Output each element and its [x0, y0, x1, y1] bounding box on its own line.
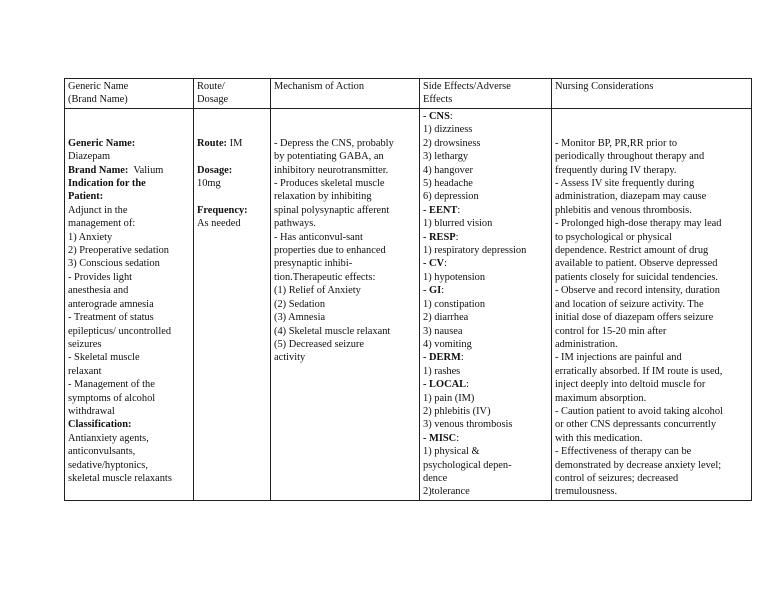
label-text: - Assess IV site frequently during	[555, 178, 695, 190]
label-text: presynaptic inhibi-	[274, 258, 353, 270]
text-line	[555, 217, 748, 230]
text-line	[555, 432, 748, 445]
text-line	[423, 365, 548, 378]
label-bold: Classification:	[68, 419, 132, 431]
label-text: Diazepam	[68, 151, 111, 163]
text-line	[423, 445, 548, 458]
label-text: :	[457, 204, 461, 216]
text-line	[555, 257, 748, 270]
header-line: Dosage	[197, 94, 229, 106]
label-text: sedative/hyptonics,	[68, 459, 148, 471]
text-line	[555, 338, 748, 351]
label-bold: - LOCAL	[423, 379, 467, 391]
text-line	[68, 150, 190, 163]
text-line	[555, 351, 748, 364]
text-line	[197, 164, 267, 177]
text-line	[555, 418, 748, 431]
text-line	[197, 217, 267, 230]
text-line	[68, 137, 190, 150]
text-line	[68, 284, 190, 297]
text-line	[274, 137, 416, 150]
text-line	[423, 217, 548, 230]
text-line	[423, 298, 548, 311]
text-line	[423, 418, 548, 431]
label-text: 10mg	[197, 178, 221, 190]
text-line	[68, 405, 190, 418]
label-text: management of:	[68, 218, 136, 230]
text-line	[68, 445, 190, 458]
text-line	[274, 150, 416, 163]
text-line	[68, 338, 190, 351]
label-text: spinal polysynaptic afferent	[274, 204, 390, 216]
label-text: :	[441, 285, 445, 297]
label-text: 1) constipation	[423, 298, 486, 310]
label-text: - Depress the CNS, probably	[274, 137, 394, 149]
label-text: control of seizures; decreased	[555, 472, 679, 484]
label-text: withdrawal	[68, 405, 115, 417]
text-line	[197, 177, 267, 190]
label-text: maximum absorption.	[555, 392, 647, 404]
label-text: - Management of the	[68, 379, 155, 391]
text-line	[68, 231, 190, 244]
label-text: :	[444, 258, 447, 270]
label-bold: Indication for the	[68, 178, 146, 190]
label-text: demonstrated by decrease anxiety level;	[555, 459, 722, 471]
label-bold: Route:	[197, 137, 228, 149]
text-line	[423, 123, 548, 136]
label-text: (2) Sedation	[274, 298, 326, 310]
label-text: dence	[423, 472, 448, 484]
label-bold: Dosage:	[197, 164, 233, 176]
label-text: relaxation by inhibiting	[274, 191, 372, 203]
label-text: Adjunct in the	[68, 204, 128, 216]
label-text: 3) Conscious sedation	[68, 258, 160, 270]
text-line	[555, 110, 748, 123]
text-line	[68, 271, 190, 284]
text-line	[555, 392, 748, 405]
text-line	[274, 244, 416, 257]
label-text: 2) drowsiness	[423, 137, 481, 149]
label-text: 1) pain (IM)	[423, 392, 475, 404]
header-generic-name	[65, 79, 194, 109]
label-bold: Patient:	[68, 191, 104, 203]
label-text: available to patient. Observe depressed	[555, 258, 718, 270]
label-text: activity	[274, 352, 306, 364]
label-bold: - MISC	[423, 432, 457, 444]
label-text: - Produces skeletal muscle	[274, 178, 385, 190]
text-line	[274, 298, 416, 311]
text-line	[423, 204, 548, 217]
text-line	[197, 190, 267, 203]
text-line	[423, 459, 548, 472]
header-line: Mechanism of Action	[274, 81, 365, 92]
label-text: anticonvulsants,	[68, 446, 136, 458]
label-text: As needed	[197, 218, 241, 230]
text-line	[274, 217, 416, 230]
label-bold: - CNS	[423, 111, 450, 122]
text-line	[555, 204, 748, 217]
label-text: to psychological or physical	[555, 231, 672, 243]
label-text: :	[466, 379, 469, 391]
label-text: 1) hypotension	[423, 271, 486, 283]
label-text: - Monitor BP, PR,RR prior to	[555, 137, 678, 149]
text-line	[68, 432, 190, 445]
text-line	[68, 311, 190, 324]
text-line	[555, 472, 748, 485]
text-line	[555, 177, 748, 190]
text-line	[555, 459, 748, 472]
text-line	[423, 137, 548, 150]
text-line	[68, 244, 190, 257]
header-route-dosage	[194, 79, 271, 109]
text-line	[68, 123, 190, 136]
label-bold: - RESP	[423, 231, 456, 243]
text-line	[423, 231, 548, 244]
label-text: dependence. Restrict amount of drug	[555, 245, 709, 257]
label-text: (3) Amnesia	[274, 312, 326, 324]
text-line	[423, 351, 548, 364]
text-line	[274, 123, 416, 136]
text-line	[555, 405, 748, 418]
text-line	[197, 150, 267, 163]
label-text: 4) hangover	[423, 164, 473, 176]
text-line	[68, 298, 190, 311]
label-text: 1) physical &	[423, 446, 480, 458]
text-line	[555, 150, 748, 163]
header-side-effects	[420, 79, 552, 109]
label-text: initial dose of diazepam offers seizure	[555, 312, 714, 324]
header-line: Route/	[197, 81, 225, 92]
text-line	[423, 378, 548, 391]
text-line	[197, 204, 267, 217]
text-line	[423, 485, 548, 498]
label-bold: - DERM	[423, 352, 461, 364]
text-line	[197, 123, 267, 136]
label-text: administration, diazepam may cause	[555, 191, 707, 203]
text-line	[555, 298, 748, 311]
text-line	[555, 284, 748, 297]
label-text: (5) Decreased seizure	[274, 338, 364, 350]
text-line	[555, 164, 748, 177]
text-line	[274, 271, 416, 284]
text-line	[274, 338, 416, 351]
label-text: erratically absorbed. If IM route is used,	[555, 365, 723, 377]
label-text: control for 15-20 min after	[555, 325, 667, 337]
label-text: - Treatment of status	[68, 312, 154, 324]
text-line	[423, 472, 548, 485]
label-text: Valium	[128, 164, 164, 176]
text-line	[423, 244, 548, 257]
cell-mechanism	[271, 109, 420, 501]
text-line	[197, 137, 267, 150]
text-line	[555, 137, 748, 150]
label-text: 2)tolerance	[423, 486, 470, 498]
text-line	[423, 284, 548, 297]
label-text: 2) diarrhea	[423, 312, 469, 324]
text-line	[555, 485, 748, 498]
label-text: inject deeply into deltoid muscle for	[555, 379, 706, 391]
label-bold: - CV	[423, 258, 445, 270]
label-text: 1) respiratory depression	[423, 245, 527, 257]
text-line	[555, 123, 748, 136]
label-text: by potentiating GABA, an	[274, 151, 384, 163]
text-line	[423, 257, 548, 270]
text-line	[274, 325, 416, 338]
header-line: (Brand Name)	[68, 94, 128, 106]
text-line	[423, 405, 548, 418]
label-text: anterograde amnesia	[68, 298, 154, 310]
text-line	[274, 110, 416, 123]
label-text: - Skeletal muscle	[68, 352, 140, 364]
label-text: 1) dizziness	[423, 124, 473, 136]
label-text: patients closely for suicidal tendencies.	[555, 271, 719, 283]
label-text: - Effectiveness of therapy can be	[555, 446, 692, 458]
label-text: - Observe and record intensity, duration	[555, 285, 720, 297]
text-line	[68, 204, 190, 217]
header-line: Nursing Considerations	[555, 81, 654, 92]
label-bold: Brand Name:	[68, 164, 129, 176]
label-text: seizures	[68, 338, 102, 350]
text-line	[68, 110, 190, 123]
label-text: or other CNS depressants concurrently	[555, 419, 717, 431]
label-text: periodically throughout therapy and	[555, 151, 705, 163]
label-text: 3) venous thrombosis	[423, 419, 513, 431]
label-text: pathways.	[274, 218, 316, 230]
text-line	[68, 418, 190, 431]
drug-study-table	[64, 78, 752, 501]
header-nursing	[552, 79, 752, 109]
text-line	[274, 164, 416, 177]
header-line: Generic Name	[68, 81, 129, 92]
label-text: :	[449, 111, 453, 122]
label-text: tremulousness.	[555, 486, 618, 498]
header-line: Side Effects/Adverse	[423, 81, 511, 92]
text-line	[423, 325, 548, 338]
label-bold: - GI	[423, 285, 442, 297]
label-text: 2) phlebitis (IV)	[423, 405, 491, 417]
text-line	[68, 365, 190, 378]
text-line	[274, 351, 416, 364]
cell-side-effects	[420, 109, 552, 501]
text-line	[555, 231, 748, 244]
label-text: psychological depen-	[423, 459, 512, 471]
text-line	[274, 177, 416, 190]
text-line	[423, 190, 548, 203]
label-text: relaxant	[68, 365, 102, 377]
text-line	[555, 190, 748, 203]
header-mechanism	[271, 79, 420, 109]
label-text: tion.Therapeutic effects:	[274, 271, 376, 283]
text-line	[68, 217, 190, 230]
label-text: properties due to enhanced	[274, 245, 386, 257]
label-text: - Caution patient to avoid taking alcohol	[555, 405, 723, 417]
text-line	[274, 231, 416, 244]
text-line	[423, 271, 548, 284]
text-line	[68, 351, 190, 364]
cell-drug-name	[65, 109, 194, 501]
text-line	[423, 177, 548, 190]
text-line	[555, 271, 748, 284]
text-line	[555, 378, 748, 391]
label-text: 1) blurred vision	[423, 218, 493, 230]
text-line	[274, 257, 416, 270]
header-line: Effects	[423, 94, 453, 106]
label-text: 1) rashes	[423, 365, 461, 377]
label-text: 1) Anxiety	[68, 231, 113, 243]
text-line	[555, 445, 748, 458]
label-text: 6) depression	[423, 191, 479, 203]
label-text: epilepticus/ uncontrolled	[68, 325, 172, 337]
label-text: - IM injections are painful and	[555, 352, 682, 364]
text-line	[274, 190, 416, 203]
label-bold: - EENT	[423, 204, 458, 216]
text-line	[68, 392, 190, 405]
text-line	[274, 311, 416, 324]
cell-nursing	[552, 109, 752, 501]
label-text: (4) Skeletal muscle relaxant	[274, 325, 391, 337]
text-line	[555, 365, 748, 378]
text-line	[68, 459, 190, 472]
label-text: - Has anticonvul-sant	[274, 231, 363, 243]
text-line	[423, 164, 548, 177]
text-line	[68, 472, 190, 485]
text-line	[68, 177, 190, 190]
text-line	[68, 378, 190, 391]
text-line	[555, 244, 748, 257]
label-text: 3) lethargy	[423, 151, 469, 163]
label-text: - Provides light	[68, 271, 133, 283]
label-text: anesthesia and	[68, 285, 129, 297]
label-text: :	[456, 432, 460, 444]
label-text: phlebitis and venous thrombosis.	[555, 204, 692, 216]
label-text: 2) Preoperative sedation	[68, 245, 169, 257]
label-text: 4) vomiting	[423, 338, 472, 350]
drug-row	[65, 109, 752, 501]
label-text: administration.	[555, 338, 618, 350]
label-bold: Generic Name:	[68, 137, 136, 149]
label-text: 3) nausea	[423, 325, 463, 337]
text-line	[423, 150, 548, 163]
text-line	[197, 110, 267, 123]
label-text: :	[455, 231, 459, 243]
text-line	[68, 164, 190, 177]
header-row	[65, 79, 752, 109]
label-text: frequently during IV therapy.	[555, 164, 677, 176]
text-line	[274, 284, 416, 297]
text-line	[555, 311, 748, 324]
label-text: with this medication.	[555, 432, 643, 444]
label-text: skeletal muscle relaxants	[68, 472, 172, 484]
label-text: symptoms of alcohol	[68, 392, 156, 404]
label-text: Antianxiety agents,	[68, 432, 149, 444]
text-line	[423, 392, 548, 405]
text-line	[423, 311, 548, 324]
text-line	[68, 257, 190, 270]
label-text: IM	[227, 137, 243, 149]
text-line	[423, 432, 548, 445]
label-text: - Prolonged high-dose therapy may lead	[555, 218, 722, 230]
label-bold: Frequency:	[197, 204, 248, 216]
label-text: :	[460, 352, 464, 364]
label-text: (1) Relief of Anxiety	[274, 285, 361, 297]
text-line	[274, 204, 416, 217]
text-line	[423, 338, 548, 351]
text-line	[68, 325, 190, 338]
text-line	[68, 190, 190, 203]
text-line	[555, 325, 748, 338]
label-text: 5) headache	[423, 178, 473, 190]
cell-route-dosage	[194, 109, 271, 501]
label-text: and location of seizure activity. The	[555, 298, 704, 310]
text-line	[423, 110, 548, 123]
label-text: inhibitory neurotransmitter.	[274, 164, 389, 176]
